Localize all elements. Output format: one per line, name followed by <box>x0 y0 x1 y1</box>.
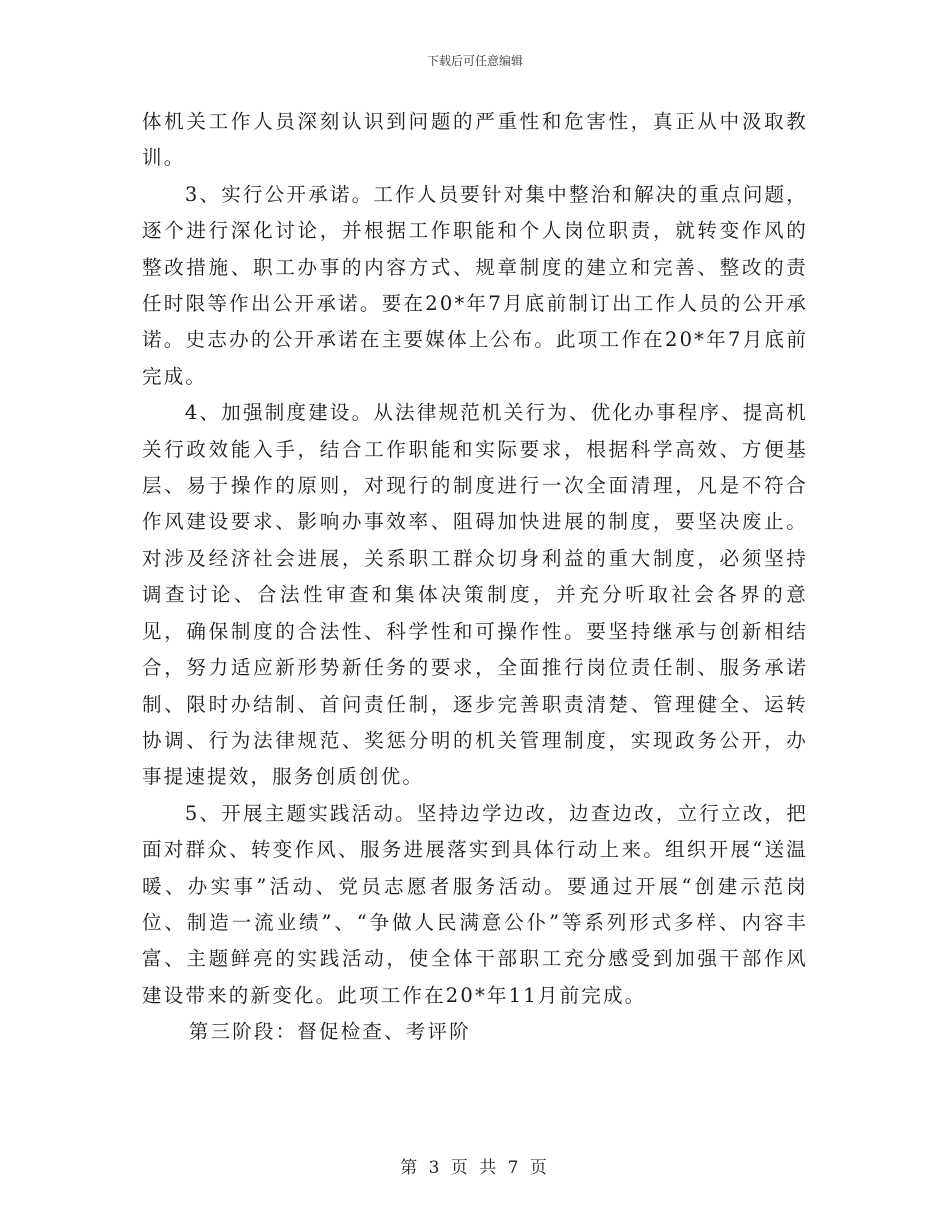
paragraph-continuation: 体机关工作人员深刻认识到问题的严重性和危害性，真正从中汲取教训。 <box>142 110 808 170</box>
paragraph-public-commitment: 3、实行公开承诺。工作人员要针对集中整治和解决的重点问题，逐个进行深化讨论，并根据工作职能和个人岗位职责，就转变作风的整改措施、职工办事的内容方式、规章制度的建立和完善、整改的责任时限等作出公开承诺。要在20*年7月底前制订出工作人员的公开承诺。史志办的公开承诺在主要媒体上公布。此项工作在20*年7月底前完成。 <box>142 182 808 388</box>
page-number-footer: 第 3 页 共 7 页 <box>400 1158 550 1178</box>
section-heading-stage-three: 第三阶段：督促检查、考评阶 <box>188 1020 471 1044</box>
document-body <box>142 104 808 1051</box>
page-header: 下载后可任意编辑 <box>426 54 523 68</box>
paragraph-system-building: 4、加强制度建设。从法律规范机关行为、优化办事程序、提高机关行政效能入手，结合工作职能和实际要求，根据科学高效、方便基层、易于操作的原则，对现行的制度进行一次全面清理，凡是不符合作风建设要求、影响办事效率、阻碍加快进展的制度，要坚决废止。对涉及经济社会进展，关系职工群众切身利益的重大制度，必须坚持调查讨论、合法性审查和集体决策制度，并充分听取社会各界的意见，确保制度的合法性、科学性和可操作性。要坚持继承与创新相结合，努力适应新形势新任务的要求，全面推行岗位责任制、服务承诺制、限时办结制、首问责任制，逐步完善职责清楚、管理健全、运转协调、行为法律规范、奖惩分明的机关管理制度，实现政务公开，办事提速提效，服务创质创优。 <box>142 401 808 789</box>
paragraph-theme-activities: 5、开展主题实践活动。坚持边学边改，边查边改，立行立改，把面对群众、转变作风、服务进展落实到具体行动上来。组织开展“送温暖、办实事”活动、党员志愿者服务活动。要通过开展“创建示范岗位、制造一流业绩”、“争做人民满意公仆”等系列形式多样、内容丰富、主题鲜亮的实践活动，使全体干部职工充分感受到加强干部作风建设带来的新变化。此项工作在20*年11月前完成。 <box>142 801 808 1007</box>
